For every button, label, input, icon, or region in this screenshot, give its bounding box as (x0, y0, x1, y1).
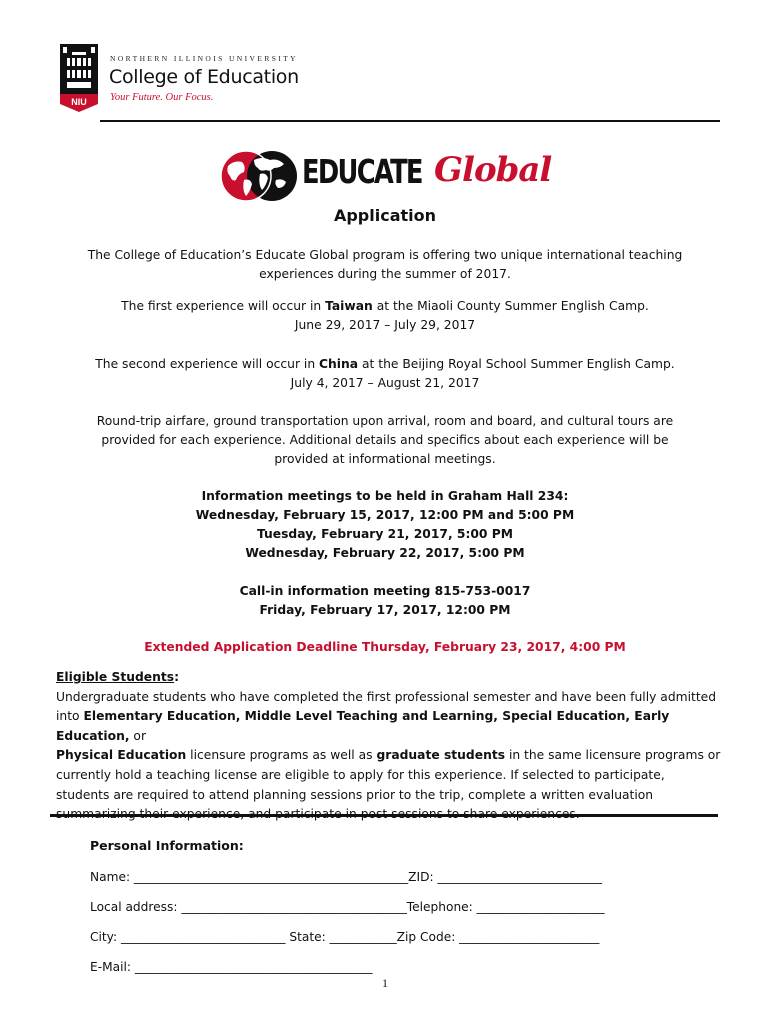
eligibility-line (56, 746, 726, 766)
eligibility-colon: : (174, 670, 179, 684)
experience-dates: July 4, 2017 – August 21, 2017 (290, 376, 480, 390)
personal-info-heading: Personal Information: (90, 838, 244, 853)
provided-line: Round-trip airfare, ground transportation upon arrival, room and board, and cultural tours are (96, 414, 674, 428)
eligibility-heading-row (56, 668, 726, 688)
intro-line: experiences during the summer of 2017. (259, 267, 511, 281)
address-telephone-row[interactable]: Local address: _____________________________________Telephone: _____________________ (90, 900, 605, 914)
meetings-heading: Information meetings to be held in Graham Hall 234: (201, 489, 569, 503)
name-zid-row[interactable]: Name: _____________________________________________ZID: ___________________________ (90, 870, 602, 884)
experience-line (60, 297, 710, 316)
section-divider (50, 814, 718, 817)
experience-line (60, 355, 710, 374)
callin-time: Friday, February 17, 2017, 12:00 PM (259, 603, 511, 617)
experience-china (60, 355, 710, 393)
callin-block (60, 582, 710, 620)
eligibility-graduate: graduate students (376, 748, 506, 763)
eligibility-text: licensure programs as well as (186, 748, 377, 763)
niu-header (60, 44, 300, 114)
educate-global-logo (220, 148, 550, 206)
eligibility-line: currently hold a teaching license are eligible to apply for this experience. If selected to participate, (56, 767, 665, 782)
intro-line: The College of Education’s Educate Global program is offering two unique international teaching (87, 248, 683, 262)
experience-place: China (319, 357, 359, 371)
email-row[interactable]: E-Mail: _______________________________________ (90, 960, 373, 974)
city-state-zip-row[interactable]: City: ___________________________ State: ___________Zip Code: _______________________ (90, 930, 600, 944)
eligibility-text: in the same licensure programs or (505, 748, 721, 763)
experience-suffix: at the Miaoli County Summer English Camp. (372, 299, 649, 313)
global-wordmark: Global (434, 150, 552, 190)
page-number: 1 (382, 976, 388, 990)
eligibility-text: into (56, 709, 84, 724)
header-divider (100, 120, 720, 122)
provided-line: provided at informational meetings. (274, 452, 496, 466)
globe-icon (220, 150, 298, 202)
meeting-time: Wednesday, February 22, 2017, 5:00 PM (245, 546, 525, 560)
meetings-block (60, 487, 710, 563)
eligibility-section (56, 668, 726, 825)
eligibility-line (56, 707, 726, 746)
eligibility-programs: Elementary Education, Middle Level Teaching and Learning, Special Education, Early Education, (56, 709, 670, 743)
eligibility-line: Undergraduate students who have completed the first professional semester and have been fully admitted (56, 689, 717, 704)
callin-line: Call-in information meeting 815-753-0017 (239, 584, 531, 598)
experience-prefix: The first experience will occur in (121, 299, 326, 313)
niu-logo-text: NIU (71, 97, 87, 107)
deadline-notice: Extended Application Deadline Thursday, February 23, 2017, 4:00 PM (144, 640, 626, 654)
eligibility-heading: Eligible Students (56, 670, 175, 684)
meeting-time: Wednesday, February 15, 2017, 12:00 PM and 5:00 PM (195, 508, 575, 522)
provided-paragraph (60, 412, 710, 469)
eligibility-program: Physical Education (56, 748, 187, 763)
intro-paragraph (60, 246, 710, 284)
experience-dates: June 29, 2017 – July 29, 2017 (294, 318, 476, 332)
university-name: NORTHERN ILLINOIS UNIVERSITY (110, 54, 298, 63)
eligibility-text: or (129, 728, 147, 743)
experience-suffix: at the Beijing Royal School Summer English Camp. (358, 357, 675, 371)
educate-wordmark: EDUCATE (302, 152, 422, 191)
eligibility-line: students are required to attend planning sessions prior to the trip, complete a written evaluation (56, 787, 654, 802)
experience-place: Taiwan (325, 299, 373, 313)
niu-tower-logo-icon (60, 44, 98, 112)
provided-line: provided for each experience. Additional details and specifics about each experience will be (101, 433, 669, 447)
page-title: Application (333, 206, 437, 225)
college-tagline: Your Future. Our Focus. (110, 92, 214, 103)
meeting-time: Tuesday, February 21, 2017, 5:00 PM (256, 527, 514, 541)
experience-taiwan (60, 297, 710, 335)
experience-prefix: The second experience will occur in (95, 357, 320, 371)
college-name: College of Education (109, 66, 299, 88)
